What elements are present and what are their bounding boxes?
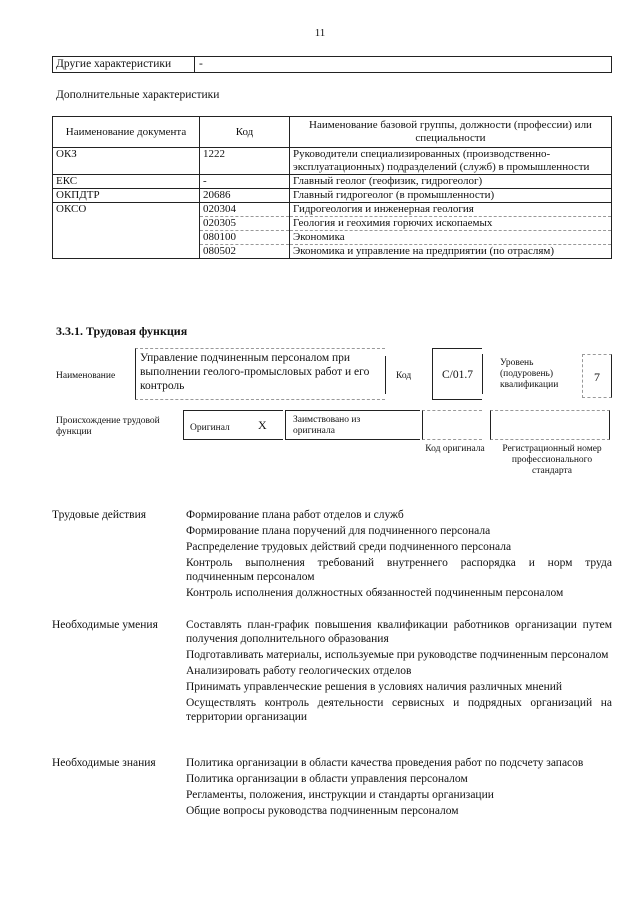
cell-doc: ЕКС	[53, 175, 200, 189]
group-label: Необходимые умения	[52, 619, 158, 631]
header-doc: Наименование документа	[53, 117, 200, 148]
list-item: Политика организации в области управления персоналом	[186, 773, 468, 785]
list-item: Политика организации в области качества проведения работ по подсчету запасов	[186, 757, 584, 769]
cell-doc: ОКПДТР	[53, 189, 200, 203]
registration-number-box	[490, 410, 610, 440]
cell-name: Главный гидрогеолог (в промышленности)	[290, 189, 612, 203]
other-characteristics-row	[52, 56, 612, 73]
list-item: Формирование плана поручений для подчиненного персонала	[186, 525, 491, 537]
cell-code: 1222	[200, 148, 290, 175]
origin-label: Происхождение трудовой функции	[56, 416, 160, 437]
other-characteristics-label: Другие характеристики	[52, 57, 195, 72]
table-row	[53, 245, 612, 259]
cell-name: Главный геолог (геофизик, гидрогеолог)	[290, 175, 612, 189]
list-item: Контроль выполнения требований внутреннего распорядка и норм труда подчиненным персоналом	[186, 557, 612, 583]
cell-name: Руководители специализированных (производственно-эксплуатационных) подразделений (служб) в промышленности	[290, 148, 612, 175]
function-name-label: Наименование	[56, 371, 116, 381]
list-item: Подготавливать материалы, используемые при руководстве подчиненным персоналом	[186, 649, 609, 661]
original-label: Оригинал	[190, 423, 230, 433]
list-item: Регламенты, положения, инструкции и стандарты организации	[186, 789, 494, 801]
original-code-box	[422, 410, 482, 440]
list-item: Анализировать работу геологических отделов	[186, 665, 412, 677]
cell-doc	[53, 231, 200, 245]
original-mark: X	[258, 418, 267, 432]
table-row	[53, 203, 612, 217]
additional-characteristics-title: Дополнительные характеристики	[56, 89, 220, 101]
cell-name: Геология и геохимия горючих ископаемых	[290, 217, 612, 231]
header-name: Наименование базовой группы, должности (профессии) или специальности	[290, 117, 612, 148]
table-row	[53, 148, 612, 175]
characteristics-table	[52, 116, 612, 259]
list-item: Контроль исполнения должностных обязанностей подчиненным персоналом	[186, 587, 564, 599]
cell-name: Экономика	[290, 231, 612, 245]
table-row	[53, 217, 612, 231]
cell-doc: ОКСО	[53, 203, 200, 217]
cell-code: 020304	[200, 203, 290, 217]
group-label: Трудовые действия	[52, 509, 147, 521]
header-code: Код	[200, 117, 290, 148]
list-item: Распределение трудовых действий среди подчиненного персонала	[186, 541, 512, 553]
table-row	[53, 231, 612, 245]
function-code-label: Код	[396, 371, 412, 381]
function-name-value: Управление подчиненным персоналом при выполнении геолого-промысловых работ и его контроль	[135, 348, 385, 400]
borrowed-label: Заимствовано из оригинала	[293, 415, 361, 436]
function-code-value: C/01.7	[432, 348, 482, 400]
list-item: Составлять план-график повышения квалификации работников организации путем получения дополнительного образования	[186, 619, 612, 645]
list-item: Принимать управленческие решения в условиях наличия различных мнений	[186, 681, 563, 693]
page-number: 11	[314, 27, 326, 39]
cell-name: Гидрогеология и инженерная геология	[290, 203, 612, 217]
cell-doc	[53, 245, 200, 259]
table-row	[53, 189, 612, 203]
section-title: 3.3.1. Трудовая функция	[56, 324, 188, 338]
cell-code: 020305	[200, 217, 290, 231]
cell-code: 080100	[200, 231, 290, 245]
table-row	[53, 175, 612, 189]
qualification-level-value: 7	[582, 354, 612, 398]
cell-name: Экономика и управление на предприятии (по отраслям)	[290, 245, 612, 259]
group-label: Необходимые знания	[52, 757, 156, 769]
list-item: Общие вопросы руководства подчиненным персоналом	[186, 805, 459, 817]
cell-code: 20686	[200, 189, 290, 203]
list-item: Осуществлять контроль деятельности сервисных и подрядных организаций на территории организации	[186, 697, 612, 723]
cell-code: 080502	[200, 245, 290, 259]
registration-number-label: Регистрационный номер профессионального стандарта	[502, 444, 602, 476]
cell-code: -	[200, 175, 290, 189]
list-item: Формирование плана работ отделов и служб	[186, 509, 404, 521]
cell-doc: ОКЗ	[53, 148, 200, 175]
original-code-label: Код оригинала	[425, 444, 485, 454]
qualification-level-label: Уровень (подуровень) квалификации	[500, 358, 559, 390]
other-characteristics-value: -	[199, 58, 203, 70]
cell-doc	[53, 217, 200, 231]
